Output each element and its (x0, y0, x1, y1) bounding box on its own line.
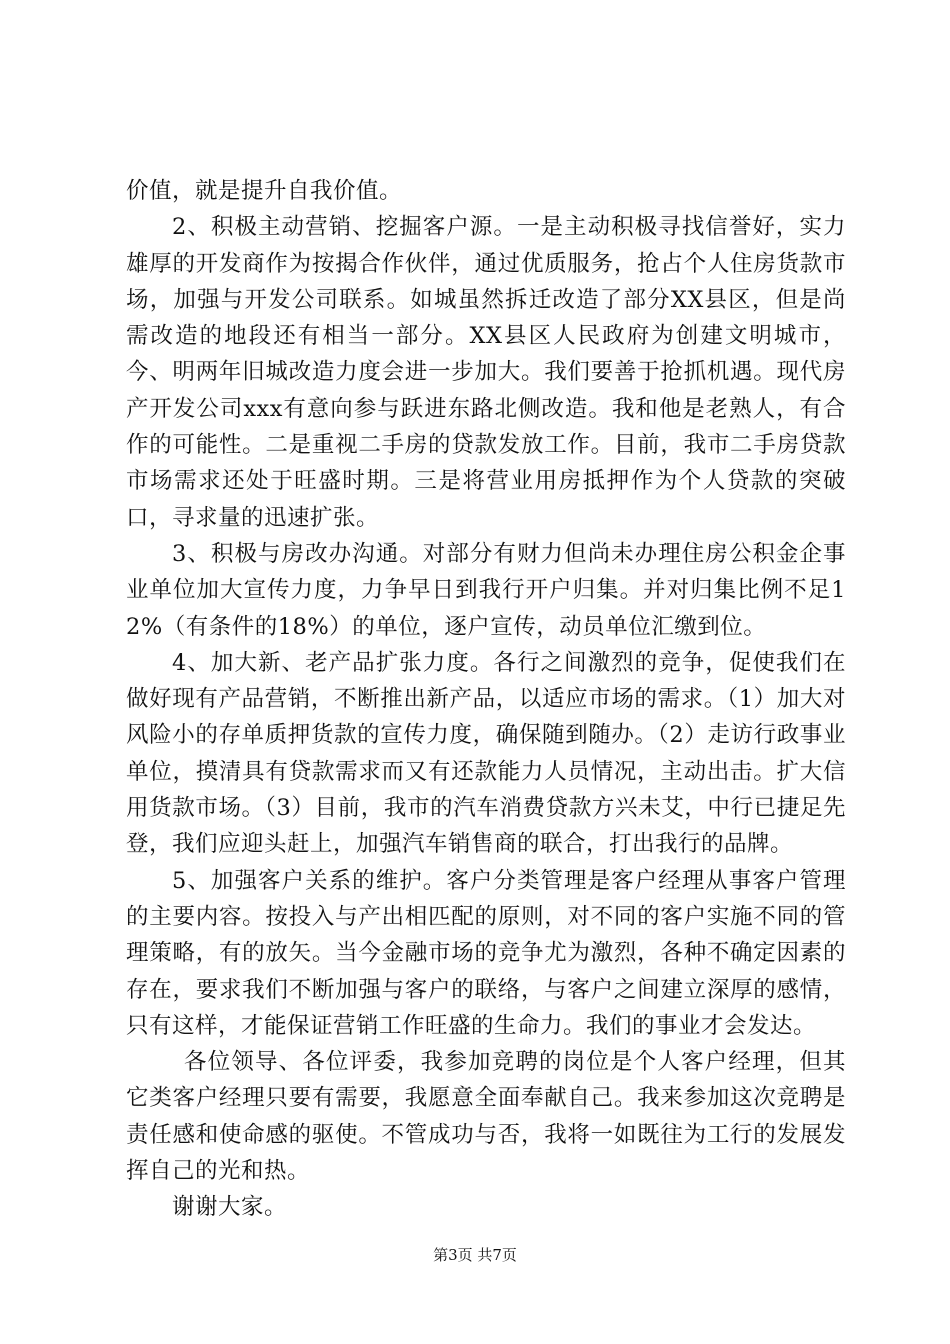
paragraph-thanks: 谢谢大家。 (172, 1194, 288, 1221)
paragraph-continuation: 价值，就是提升自我价值。 (126, 178, 403, 204)
paragraph-item-2: 2、积极主动营销、挖掘客户源。一是主动积极寻找信誉好，实力雄厚的开发商作为按揭合作伙伴，通过优质服务，抢占个人住房货款市场，加强与开发公司联系。如城虽然拆迁改造了部分XX县区，但是尚需改造的地段还有相当一部分。XX县区人民政府为创建文明城市，今、明两年旧城改造力度会进一步加大。我们要善于抢抓机遇。现代房产开发公司xxx有意向参与跃进东路北侧改造。我和他是老熟人，有合作的可能性。二是重视二手房的贷款发放工作。目前，我市二手房贷款市场需求还处于旺盛时期。三是将营业用房抵押作为个人贷款的突破口，寻求量的迅速扩张。 (126, 214, 846, 531)
paragraph-item-4: 4、加大新、老产品扩张力度。各行之间激烈的竞争，促使我们在做好现有产品营销，不断推出新产品，以适应市场的需求。（1）加大对风险小的存单质押货款的宣传力度，确保随到随办。（2）走访行政事业单位，摸清具有贷款需求而又有还款能力人员情况，主动出击。扩大信用货款市场。（3）目前，我市的汽车消费贷款方兴未艾，中行已捷足先登，我们应迎头赶上，加强汽车销售商的联合，打出我行的品牌。 (126, 649, 846, 858)
page-number-footer: 第3页 共7页 (433, 1246, 517, 1264)
paragraph-item-3: 3、积极与房改办沟通。对部分有财力但尚未办理住房公积金企事业单位加大宣传力度，力争早日到我行开户归集。并对归集比例不足12%（有条件的18%）的单位，逐户宣传，动员单位汇缴到位。 (126, 540, 846, 640)
document-body (126, 173, 846, 1226)
paragraph-item-5: 5、加强客户关系的维护。客户分类管理是客户经理从事客户管理的主要内容。按投入与产出相匹配的原则，对不同的客户实施不同的管理策略，有的放矢。当今金融市场的竞争尤为激烈，各种不确定因素的存在，要求我们不断加强与客户的联络，与客户之间建立深厚的感情，只有这样，才能保证营销工作旺盛的生命力。我们的事业才会发达。 (126, 867, 846, 1039)
paragraph-closing: 各位领导、各位评委，我参加竞聘的岗位是个人客户经理，但其它类客户经理只要有需要，我愿意全面奉献自己。我来参加这次竞聘是责任感和使命感的驱使。不管成功与否，我将一如既往为工行的发展发挥自己的光和热。 (126, 1049, 846, 1185)
